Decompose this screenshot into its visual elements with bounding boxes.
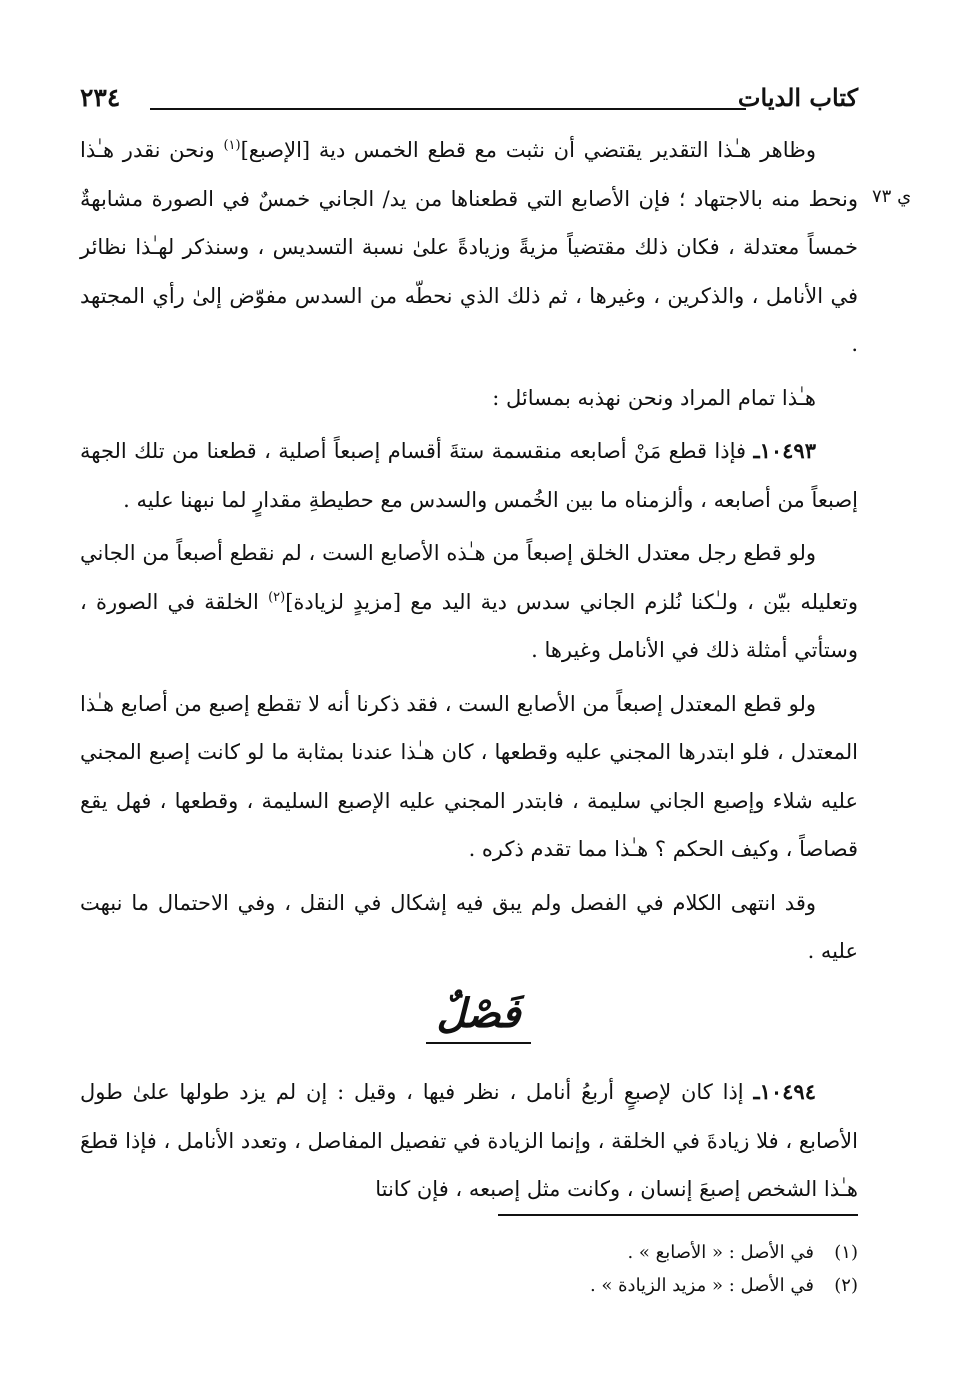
paragraph-2	[80, 374, 858, 423]
footnote-1-number: (١)	[834, 1242, 858, 1263]
page-number: ٢٣٤	[80, 83, 121, 112]
paragraph-1-text-a: وظاهر هـٰذا التقدير يقتضي أن نثبت مع قطع الخمس دية [الإصبع]	[240, 138, 816, 162]
footnote-ref-1: (١)	[223, 138, 241, 153]
paragraph-4-text-b: الخلقة في الصورة ، وستأتي أمثلة ذلك في الأنامل وغيرها .	[80, 589, 858, 662]
margin-note: ي ٧٣	[872, 186, 912, 207]
running-title: كتاب الديات	[737, 83, 858, 112]
section-heading-text: فَصْلٌ	[426, 988, 530, 1044]
footnote-2-number: (٢)	[834, 1275, 858, 1296]
footnote-2	[158, 1269, 858, 1302]
running-header	[80, 82, 858, 122]
paragraph-6-text: وقد انتهى الكلام في الفصل ولم يبق فيه إشكال في النقل ، وفي الاحتمال ما نبهت عليه .	[80, 890, 858, 963]
footnote-1-text: في الأصل : « الأصابع » .	[627, 1242, 814, 1263]
paragraph-3-text: فإذا قطع مَنْ أصابعه منقسمة ستةَ أقسام إصبعاً أصلية ، قطعنا من تلك الجهة إصبعاً من أصابعه ، وألزمناه ما بين الخُمس والسدس مع حطيطةِ مقدارٍ لما نبهنا عليه .	[80, 439, 858, 512]
paragraph-4-text-a: ولو قطع رجل معتدل الخلق إصبعاً من هـٰذه الأصابع الست ، لم نقطع أصبعاً من الجاني وتعليله بيّن ، ولـٰكنا نُلزم الجاني سدس دية اليد مع [مزيدٍ لزيادة]	[80, 541, 858, 614]
footnote-1	[158, 1236, 858, 1269]
paragraph-7-text: إذا كان لإصبعٍ أربعُ أنامل ، نظر فيها ، وقيل : إن لم يزد طولها علىٰ طول الأصابع ، فلا زيادةَ في الخلقة ، وإنما الزيادة في تفصيل المفاصل ، وتعدد الأنامل ، فإذا قطعَ هـٰذا الشخص إصبعَ إنسان ، وكانت مثل إصبعه ، فإن كانتا	[80, 1080, 858, 1201]
footnotes	[158, 1236, 858, 1302]
paragraph-1-text-b: ونحن نقدر هـٰذا ونحط منه بالاجتهاد ؛ فإن الأصابع التي قطعناها من يد/ الجاني خمسٌ في الصورة مشابهةٌ خمساً معتدلة ، فكان ذلك مقتضياً مزيةً وزيادةً علىٰ نسبة التسديس ، وسنذكر لهـٰذا نظائر في الأنامل ، والذكرين ، وغيرها ، ثم ذلك الذي نحطّه من السدس مفوّض إلىٰ رأي المجتهد .	[80, 138, 858, 356]
section-text	[80, 1068, 858, 1214]
paragraph-7	[80, 1068, 858, 1214]
paragraph-6	[80, 879, 858, 976]
issue-number-10493: ١٠٤٩٣ـ	[753, 438, 816, 463]
footnote-ref-2: (٢)	[268, 589, 286, 605]
paragraph-2-text: هـٰذا تمام المراد ونحن نهذبه بمسائل :	[492, 385, 816, 410]
paragraph-5-text: ولو قطع المعتدل إصبعاً من الأصابع الست ، فقد ذكرنا أنه لا تقطع إصبع من أصابع هـٰذا المعتدل ، فلو ابتدرها المجني عليه وقطعها ، كان هـٰذا عندنا بمثابة ما لو كانت إصبع المجني عليه شلاء وإصبع الجاني سليمة ، فابتدر المجني عليه الإصبع السليمة ، وقطعها ، فهل يقع قصاصاً ، وكيف الحكم ؟ هـٰذا مما تقدم ذكره .	[80, 691, 858, 861]
paragraph-5	[80, 680, 858, 874]
issue-number-10494: ١٠٤٩٤ـ	[753, 1079, 816, 1104]
paragraph-3	[80, 427, 858, 524]
main-text	[80, 126, 858, 976]
section-heading	[0, 988, 957, 1044]
footnote-2-text: في الأصل : « مزيد الزيادة » .	[589, 1275, 814, 1296]
header-rule	[150, 108, 746, 110]
footnote-rule	[498, 1214, 858, 1216]
paragraph-1	[80, 126, 858, 369]
paragraph-4	[80, 529, 858, 675]
